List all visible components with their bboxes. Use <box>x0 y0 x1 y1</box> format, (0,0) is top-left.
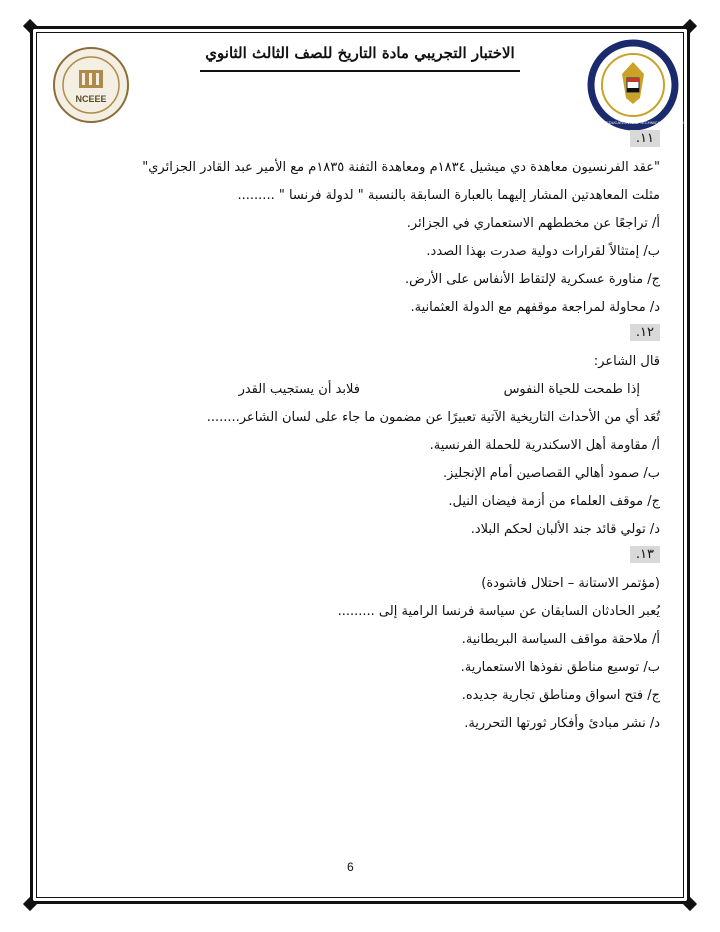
ministry-logo <box>579 40 687 130</box>
page-title: الاختبار التجريبي مادة التاريخ للصف الثالث الثانوي <box>205 44 515 62</box>
question-number: ١٢. <box>630 324 660 341</box>
answer-option: ج/ مناورة عسكرية لإلتقاط الأنفاس على الأرض. <box>404 272 660 287</box>
answer-option: د/ تولي قائد جند الألبان لحكم البلاد. <box>470 522 660 537</box>
question-number: ١١. <box>630 130 660 147</box>
answer-option: د/ محاولة لمراجعة موقفهم مع الدولة العثمانية. <box>410 300 660 315</box>
question-intro: قال الشاعر: <box>593 354 660 369</box>
answer-option: ج/ موقف العلماء من أزمة فيضان النيل. <box>448 494 660 509</box>
answer-option: ب/ صمود أهالي القصاصين أمام الإنجليز. <box>443 466 660 481</box>
answer-option: أ/ تراجعًا عن مخططهم الاستعماري في الجزائر. <box>406 216 660 231</box>
nceee-logo <box>52 46 130 124</box>
question-text: تُعَد أي من الأحداث التاريخية الآتية تعبيرًا عن مضمون ما جاء على لسان الشاعر........ <box>206 410 660 425</box>
answer-option: أ/ ملاحقة مواقف السياسة البريطانية. <box>461 632 660 647</box>
poem-verse <box>60 378 660 406</box>
page-number: 6 <box>347 860 354 874</box>
answer-option: ج/ فتح اسواق ومناطق تجارية جديده. <box>461 688 660 703</box>
answer-option: د/ نشر مبادئ وأفكار ثورتها التحررية. <box>464 716 660 731</box>
question-text: يُعبر الحادثان السابقان عن سياسة فرنسا الرامية إلى ......... <box>337 604 660 619</box>
poem-hemistich-first: إذا طمحت للحياة النفوس <box>503 382 640 397</box>
svg-text:NCEEE: NCEEE <box>75 94 107 104</box>
question-text: "عقد الفرنسيون معاهدة دي ميشيل ١٨٣٤م ومعاهدة التفنة ١٨٣٥م مع الأمير عبد القادر الجزائري" <box>142 160 660 175</box>
answer-option: أ/ مقاومة أهل الاسكندرية للحملة الفرنسية. <box>429 438 660 453</box>
question-number: ١٣. <box>630 546 660 563</box>
question-text: (مؤتمر الاستانة – احتلال فاشودة) <box>481 576 660 591</box>
exam-content <box>60 130 660 740</box>
svg-text:MINISTRY OF EDUCATION AND TECH: MINISTRY OF EDUCATION AND TECHNICAL EDUCATION <box>579 120 687 125</box>
poem-hemistich-second: فلابد أن يستجيب القدر <box>238 382 360 397</box>
title-underline <box>200 70 520 72</box>
question-text: مثلت المعاهدتين المشار إليهما بالعبارة السابقة بالنسبة " لدولة فرنسا " ......... <box>237 188 660 203</box>
answer-option: ب/ توسيع مناطق نفوذها الاستعمارية. <box>460 660 660 675</box>
answer-option: ب/ إمتثالاً لقرارات دولية صدرت بهذا الصدد. <box>426 244 660 259</box>
